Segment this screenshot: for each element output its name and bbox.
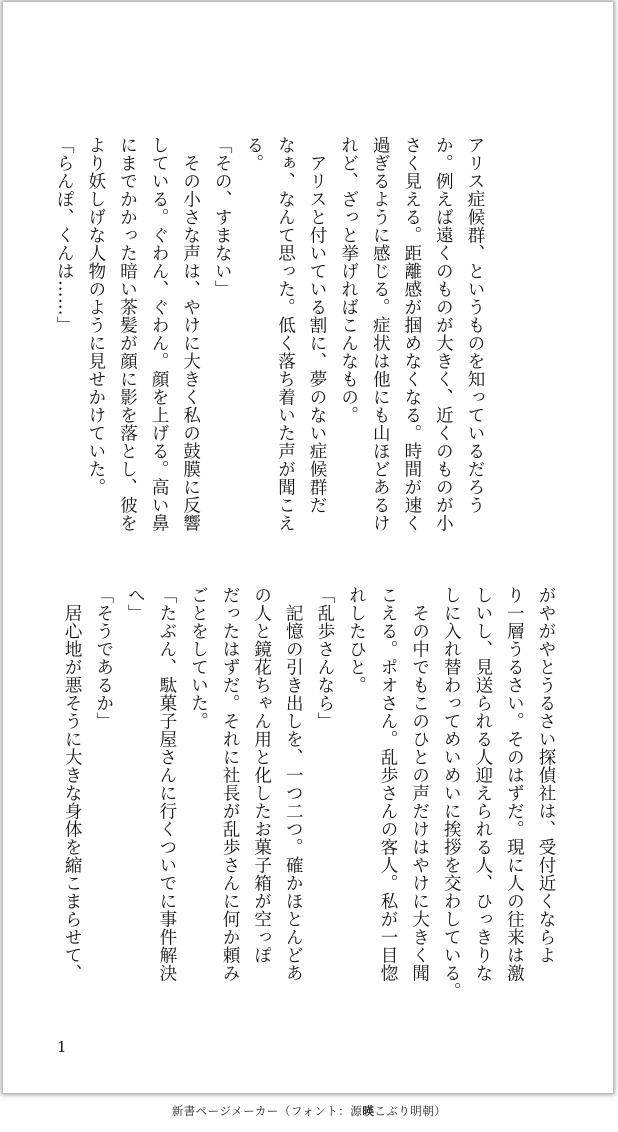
text-line: がやがやとうるさい探偵社は、受付近くならよ — [536, 586, 556, 964]
footer-bold-char: 暎 — [362, 1104, 375, 1118]
text-line: こえる。ポオさん。乱歩さんの客人。私が一目惚 — [378, 586, 399, 982]
text-line: へ」 — [125, 586, 146, 622]
text-line: しに入れ替わってめいめいに挨拶を交わしている。 — [441, 586, 462, 1000]
text-line: れしたひと。 — [346, 586, 367, 694]
text-line: 居心地が悪そうに大きな身体を縮こまらせて、 — [62, 586, 83, 982]
footer-credit — [0, 1103, 618, 1119]
text-line: アリスと付いている割に、夢のない症候群だ — [307, 136, 328, 514]
footer-suffix: こぶり明朝） — [374, 1104, 447, 1118]
text-line: 記憶の引き出しを、一つ二つ。確かほとんどあ — [283, 586, 304, 982]
text-line: の人と鏡花ちゃん用と化したお菓子箱が空っぽ — [251, 586, 272, 964]
text-line: なぁ、なんて思った。低く落ち着いた声が聞こえ — [275, 136, 296, 532]
text-line: り一層うるさい。そのはずだ。現に人の往来は激 — [504, 586, 525, 982]
text-line: その中でもこのひとの声だけはやけに大きく聞 — [409, 586, 430, 982]
text-line: だったはずだ。それに社長が乱歩さんに何か頼み — [220, 586, 241, 982]
upper-text-block — [48, 136, 490, 576]
text-line: しいし、見送られる人迎えられる人、ひっきりな — [472, 586, 493, 982]
text-line: 過ぎるように感じる。症状は他にも山ほどあるけ — [370, 136, 391, 532]
text-line: 「乱歩さんなら」 — [314, 586, 335, 730]
text-line: より妖しげな人物のように見せかけていた。 — [85, 136, 106, 496]
lower-text-block — [56, 586, 562, 1026]
text-line: 「そうであるか」 — [93, 586, 114, 730]
text-line: 「その、すまない」 — [212, 136, 233, 298]
text-line: ごとをしていた。 — [188, 586, 209, 730]
text-line: にまでかかった暗い茶髪が顔に影を落とし、彼を — [117, 136, 138, 532]
text-line: している。ぐわん、ぐわん。顔を上げる。高い鼻 — [149, 136, 170, 532]
text-line: る。 — [243, 136, 264, 172]
text-line: その小さな声は、やけに大きく私の鼓膜に反響 — [180, 136, 201, 532]
text-line: か。例えば遠くのものが大きく、近くのものが小 — [433, 136, 454, 532]
footer-prefix: 新書ページメーカー（フォント：源 — [171, 1104, 363, 1118]
text-line: 「たぶん、駄菓子屋さんに行くついでに事件解決 — [156, 586, 177, 982]
page-number: 1 — [57, 1038, 67, 1056]
text-line: 「らんぽ、くんは……」 — [54, 136, 75, 334]
page-sheet — [3, 2, 613, 1093]
text-line: アリス症候群、というものを知っているだろう — [465, 136, 485, 514]
text-line: さく見える。距離感が掴めなくなる。時間が速く — [401, 136, 422, 532]
text-line: れど、ざっと挙げればこんなもの。 — [338, 136, 359, 424]
